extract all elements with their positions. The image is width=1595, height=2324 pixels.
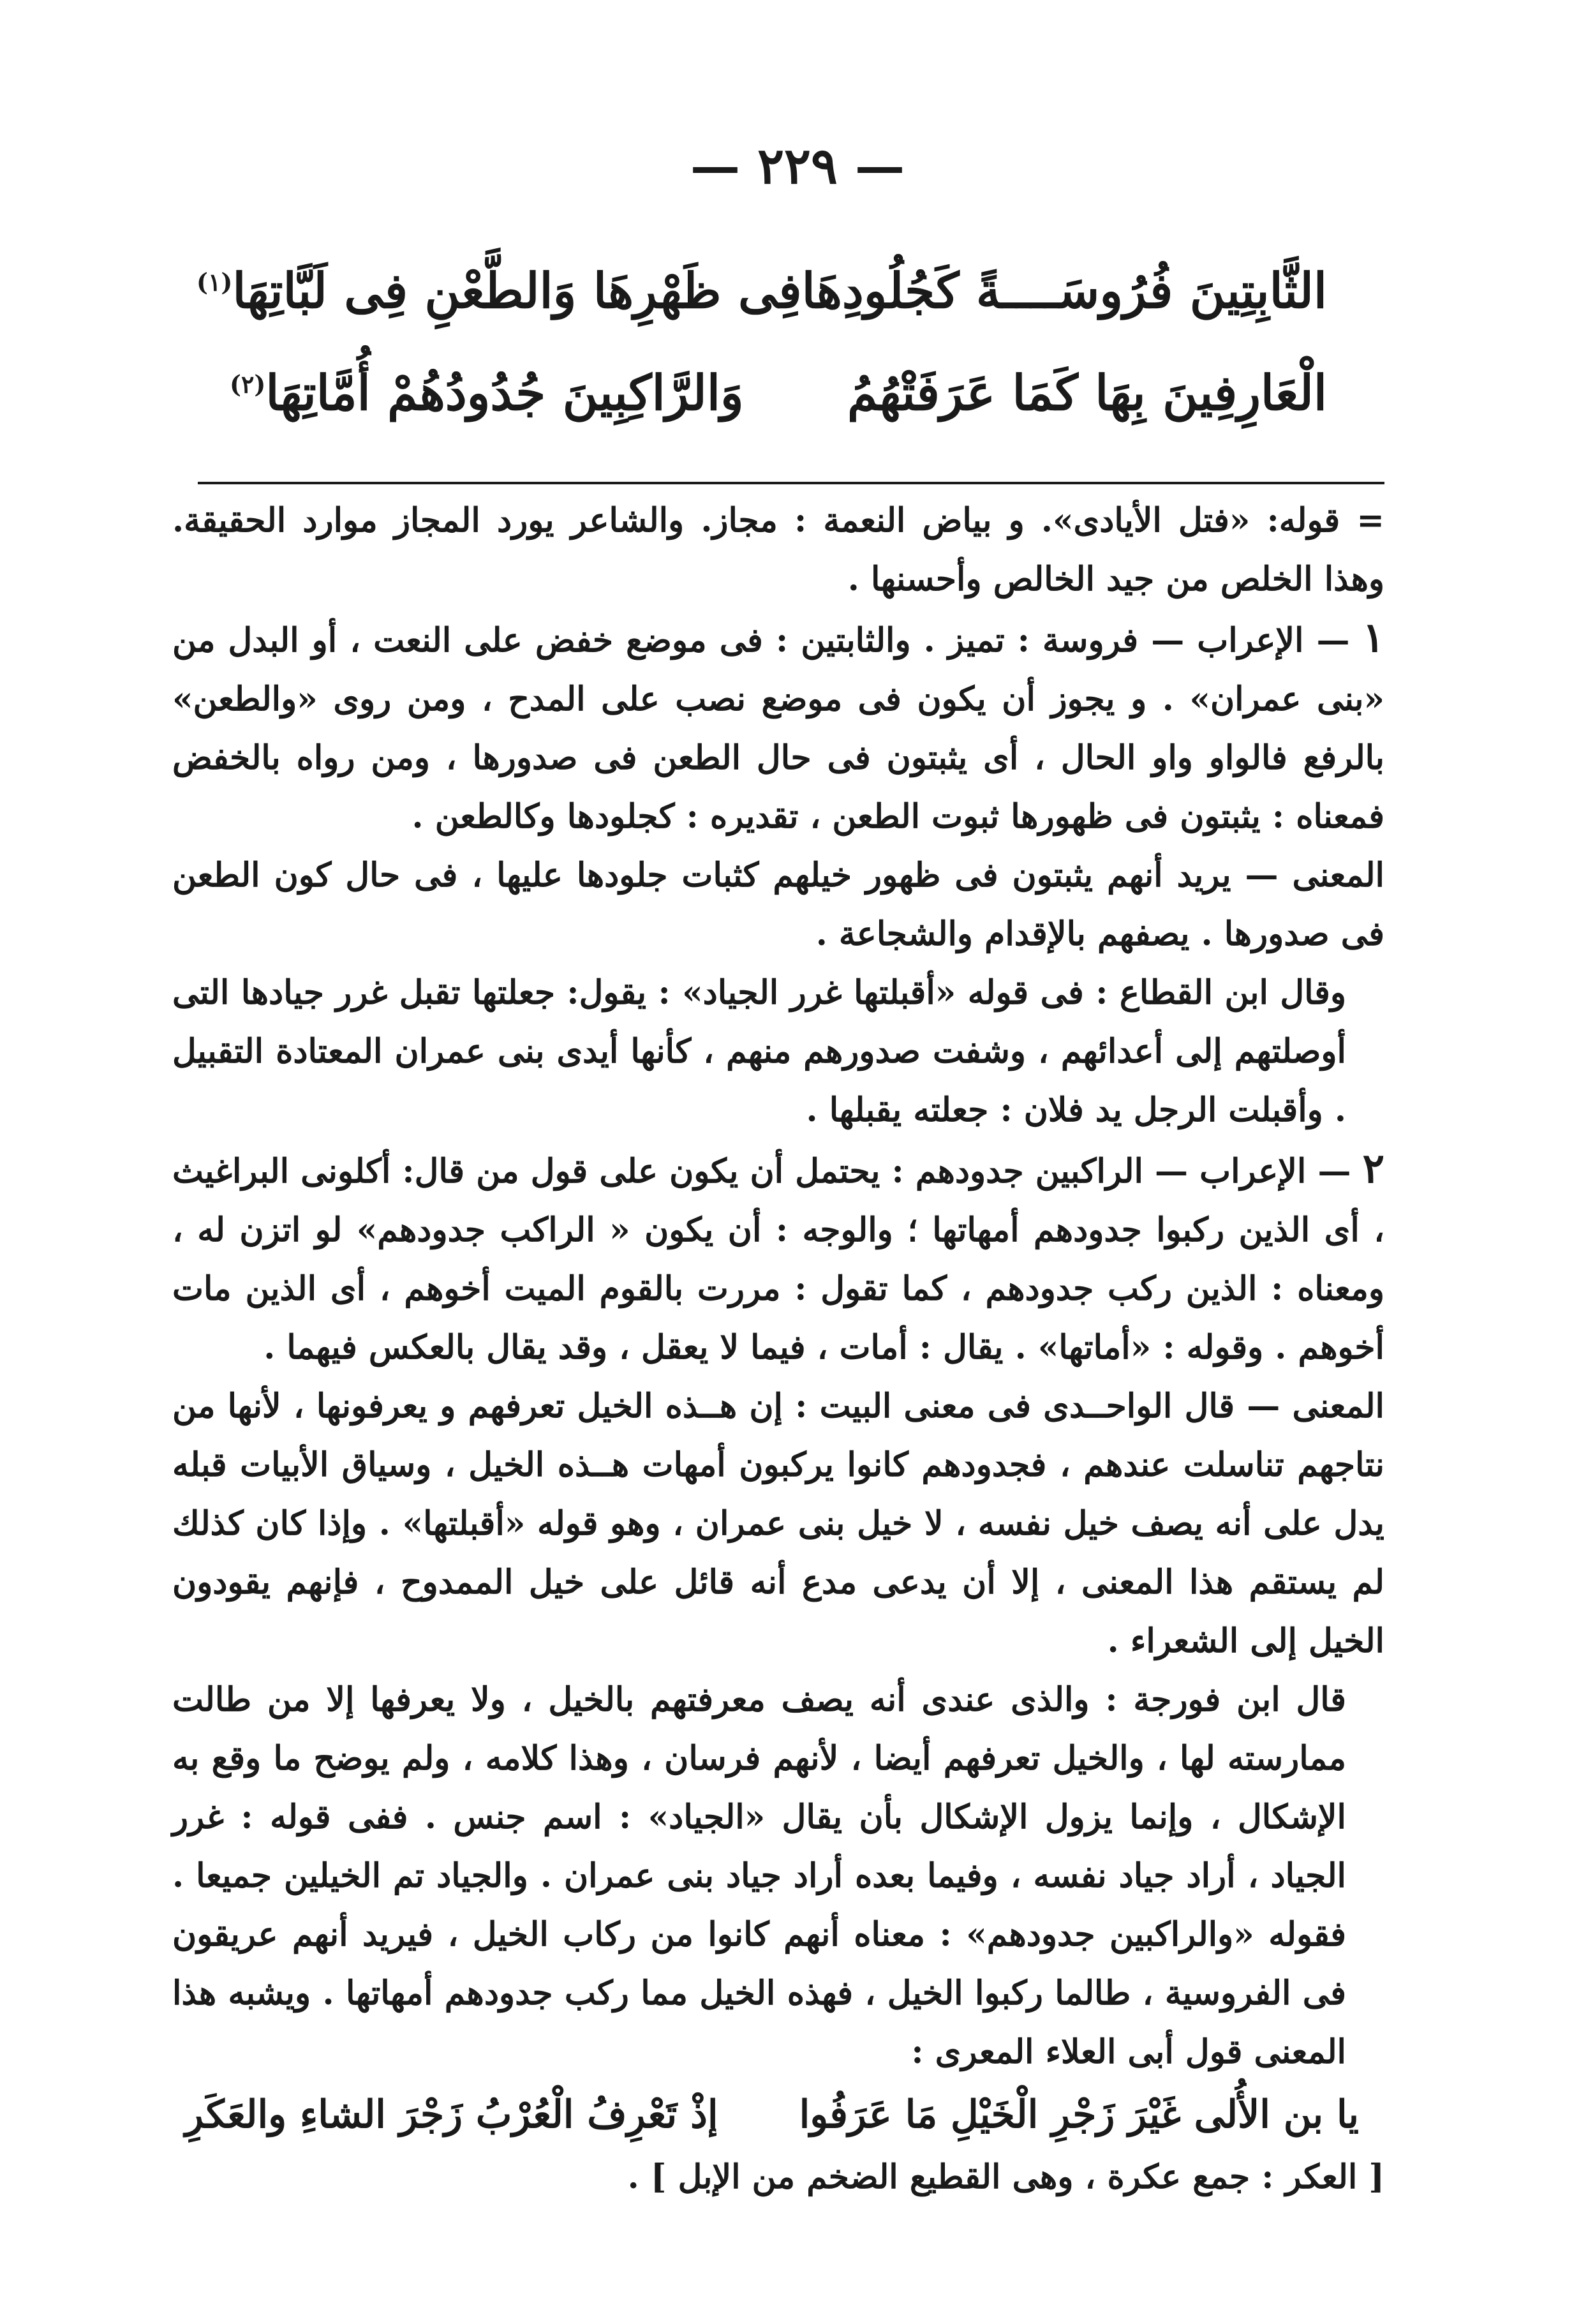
quoted-verse-second: إذْ تَعْرِفُ الْعُرْبُ زَجْرَ الشاءِ والعَكَرِ bbox=[185, 2092, 718, 2137]
verse-first-hemistich: الْعَارِفِينَ بِهَا كَمَا عَرَفَتْهُمُ bbox=[847, 364, 1327, 421]
quoted-verse-first: يا بن الأُلى غَيْرَ زَجْرِ الْخَيْلِ مَا عَرَفُوا bbox=[799, 2092, 1359, 2137]
commentary-paragraph: قال ابن فورجة : والذى عندى أنه يصف معرفتهم بالخيل ، ولا يعرفها إلا من طالت ممارسته لها ، والخيل تعرفهم أيضا ، لأنهم فرسان ، وهذا كلامه ، ولم يوضح ما وقع به الإشكال ، وإنما يزول الإشكال بأن يقال «الجياد» : اسم جنس . ففى قوله : غرر الجياد ، أراد جياد نفسه ، وفيما بعده أراد جياد بنى عمران . والجياد تم الخيلين جميعا . فقوله «والراكبين جدودهم» : معناه أنهم كانوا من ركاب الخيل ، فيريد أنهم عريقون فى الفروسية ، طالما ركبوا الخيل ، فهذه الخيل مما ركب جدودهم أمهاتها . ويشبه هذا المعنى قول أبى العلاء المعرى : bbox=[172, 1680, 1346, 2071]
commentary-paragraph: = قوله: «فتل الأيادى». و بياض النعمة : مجاز. والشاعر يورد المجاز موارد الحقيقة. وهذا الخلص من جيد الخالص وأحسنها . bbox=[172, 501, 1384, 599]
verse-second-hemistich: وَالرَّاكِبِينَ جُدُودُهُمْ أُمَّاتِهَا$^{(٢)}$ bbox=[230, 364, 744, 421]
poem-verse-2 bbox=[230, 345, 1327, 440]
footnote-divider bbox=[198, 482, 1384, 484]
page-number: — ٢٢٩ — bbox=[690, 137, 905, 195]
footnote-marker: (١) bbox=[196, 267, 233, 297]
footnote-number: ١ bbox=[1362, 614, 1384, 662]
footnote-number: ٢ bbox=[1362, 1145, 1385, 1193]
verse-line bbox=[230, 345, 1327, 440]
verse-second-hemistich: فِى ظَهْرِهَا وَالطَّعْنِ فِى لَبَّاتِهَا$^{(١)}$ bbox=[196, 262, 802, 319]
commentary-paragraph: ١ — الإعراب — فروسة : تميز . والثابتين : فى موضع خفض على النعت ، أو البدل من «بنى عمران» . و يجوز أن يكون فى موضع نصب على المدح ، ومن روى «والطعن» بالرفع فالواو واو الحال ، أى يثبتون فى حال الطعن فى صدورها ، ومن رواه بالخفض فمعناه : يثبتون فى ظهورها ثبوت الطعن ، تقديره : كجلودها وكالطعن . bbox=[172, 614, 1384, 836]
poem-verse-1 bbox=[196, 242, 1327, 338]
quoted-verse bbox=[172, 2082, 1384, 2148]
footnote-marker: (٢) bbox=[230, 369, 266, 399]
commentary-paragraph: المعنى — قال الواحــدى فى معنى البيت : إن هــذه الخيل تعرفهم و يعرفونها ، لأنها من نتاجهم تناسلت عندهم ، فجدودهم كانوا يركبون أمهات هــذه الخيل ، وسياق الأبيات قبله يدل على أنه يصف خيل نفسه ، لا خيل بنى عمران ، وهو قوله «أقبلتها» . وإذا كان كذلك لم يستقم هذا المعنى ، إلا أن يدعى مدع أنه قائل على خيل الممدوح ، فإنهم يقودون الخيل إلى الشعراء . bbox=[172, 1387, 1384, 1660]
gloss-note: [ العكر : جمع عكرة ، وهى القطيع الضخم من الإبل ] . bbox=[627, 2157, 1384, 2196]
commentary-paragraph: المعنى — يريد أنهم يثبتون فى ظهور خيلهم كثبات جلودها عليها ، فى حال كون الطعن فى صدورها . يصفهم بالإقدام والشجاعة . bbox=[172, 856, 1384, 953]
verse-first-hemistich: الثَّابِتِينَ فُرُوسَــــةً كَجُلُودِهَا bbox=[801, 262, 1327, 319]
commentary-footnotes bbox=[172, 491, 1384, 2207]
commentary-paragraph: ٢ — الإعراب — الراكبين جدودهم : يحتمل أن يكون على قول من قال: أكلونى البراغيث ، أى الذين ركبوا جدودهم أمهاتها ؛ والوجه : أن يكون « الراكب جدودهم» لو اتزن له ، ومعناه : الذين ركب جدودهم ، كما تقول : مررت بالقوم الميت أخوهم ، أى الذين مات أخوهم . وقوله : «أماتها» . يقال : أمات ، فيما لا يعقل ، وقد يقال بالعكس فيهما . bbox=[172, 1145, 1385, 1367]
verse-line bbox=[196, 242, 1327, 338]
commentary-paragraph: وقال ابن القطاع : فى قوله «أقبلتها غرر الجياد» : يقول: جعلتها تقبل غرر جيادها التى أوصلتهم إلى أعدائهم ، وشفت صدورهم منهم ، كأنها أيدى بنى عمران المعتادة التقبيل . وأقبلت الرجل يد فلان : جعلته يقبلها . bbox=[172, 973, 1346, 1129]
